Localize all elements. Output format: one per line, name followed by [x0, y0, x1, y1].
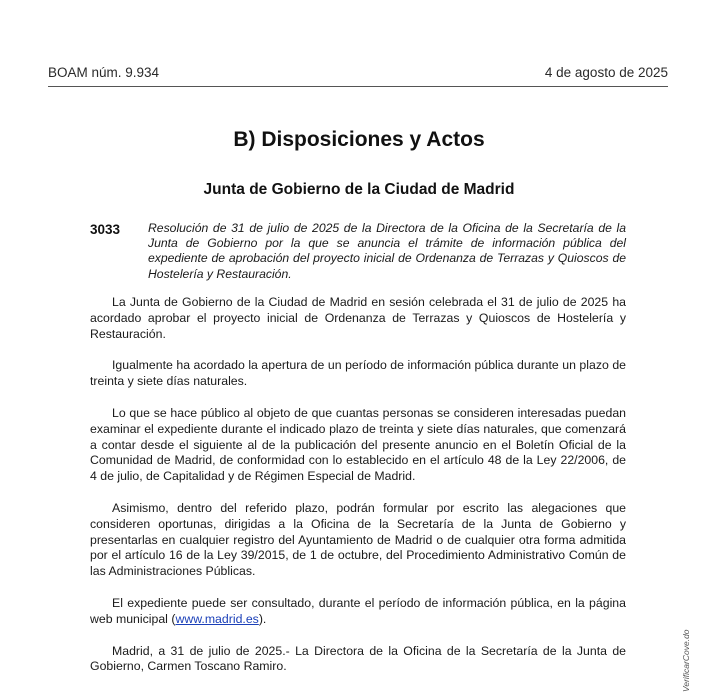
section-title: B) Disposiciones y Actos [233, 128, 485, 151]
verification-stamp: VerificarCove.do [681, 629, 691, 692]
resolution-summary: Resolución de 31 de julio de 2025 de la Directora de la Oficina de la Secretaría de la Junta de Gobierno por la que se anuncia el trámite de información pública del expediente de aprobación del proyecto inicial de Ordenanza de Terrazas y Quioscos de Hostelería y Restauración. [148, 221, 626, 281]
organization-title: Junta de Gobierno de la Ciudad de Madrid [203, 181, 515, 198]
header-divider [48, 86, 668, 87]
bulletin-number: BOAM núm. 9.934 [48, 65, 160, 80]
paragraph-public-information-period: Igualmente ha acordado la apertura de un período de información pública durante un plazo de treinta y siete días naturales. [90, 358, 626, 389]
consultation-text: El expediente puede ser consultado, durante el período de información pública, en la página web municipal ( [90, 595, 626, 626]
page-header [48, 65, 668, 83]
consultation-text-end: ). [258, 611, 267, 626]
paragraph-signature: Madrid, a 31 de julio de 2025.- La Directora de la Oficina de la Secretaría de la Junta de Gobierno, Carmen Toscano Ramiro. [90, 643, 626, 674]
document-body [90, 295, 626, 691]
paragraph-approval: La Junta de Gobierno de la Ciudad de Madrid en sesión celebrada el 31 de julio de 2025 ha acordado aprobar el proyecto inicial de Ordenanza de Terrazas y Quioscos de Hostelería y Restauración. [90, 295, 626, 341]
paragraph-allegations: Asimismo, dentro del referido plazo, podrán formular por escrito las alegaciones que consideren oportunas, dirigidas a la Oficina de la Secretaría de la Junta de Gobierno y presentarlas en cualquier registro del Ayuntamiento de Madrid o de cualquier otra forma admitida por el artículo 16 de la Ley 39/2015, de 1 de octubre, del Procedimiento Administrativo Común de las Administraciones Públicas. [90, 500, 626, 579]
bulletin-date: 4 de agosto de 2025 [544, 65, 668, 80]
entry-number: 3033 [90, 222, 121, 237]
madrid-website-link[interactable]: www.madrid.es [175, 611, 259, 626]
paragraph-examination: Lo que se hace público al objeto de que cuantas personas se consideren interesadas puedan examinar el expediente durante el indicado plazo de treinta y siete días naturales, que comenzará a contar desde el siguiente al de la publicación del presente anuncio en el Boletín Oficial de la Comunidad de Madrid, de conformidad con lo establecido en el artículo 48 de la Ley 22/2006, de 4 de julio, de Capitalidad y de Régimen Especial de Madrid. [90, 405, 626, 484]
paragraph-consultation [90, 596, 626, 628]
